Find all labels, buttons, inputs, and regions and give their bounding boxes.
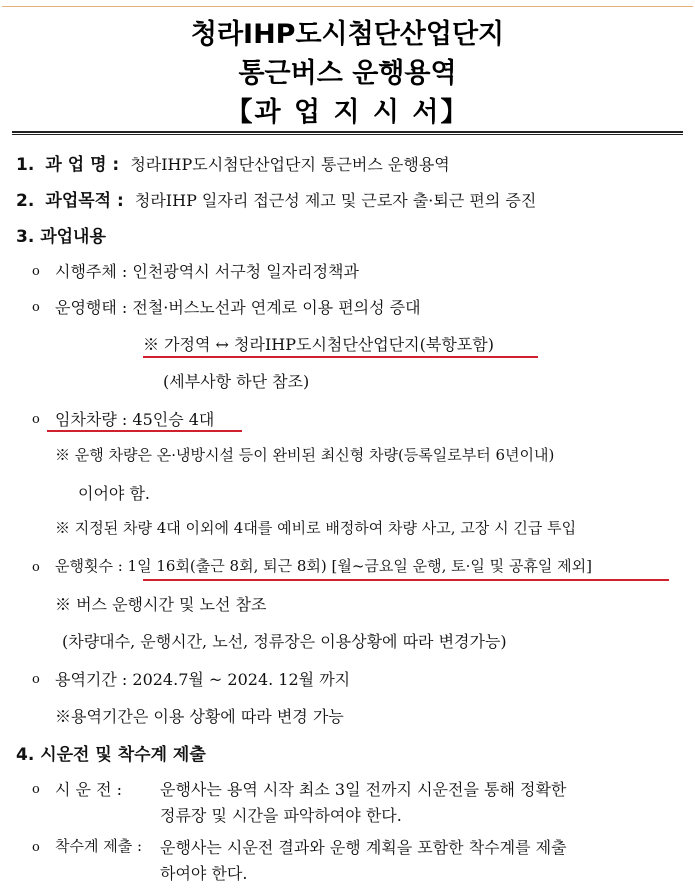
- section-2: [16, 186, 536, 211]
- title-divider: [12, 131, 683, 133]
- bullet-icon: ο: [32, 672, 40, 687]
- title-line-1: 청라IHP도시첨단산업단지: [190, 19, 505, 50]
- trial-text-1: 운행사는 용역 시작 최소 3일 전까지 시운전을 통해 정확한: [160, 780, 567, 799]
- section-2-value: 청라IHP 일자리 접근성 제고 및 근로자 출·퇴근 편의 증진: [134, 191, 537, 210]
- route-underline: [143, 356, 538, 358]
- trips-note-1: ※ 버스 운행시간 및 노선 참조: [55, 595, 267, 614]
- section-2-label: 과업목적 :: [45, 191, 124, 211]
- route-note: ※ 가정역 ↔ 청라IHP도시첨단산업단지(북항포함): [143, 335, 494, 354]
- trial-text-2: 정류장 및 시간을 파악하여야 한다.: [160, 806, 402, 825]
- bullet-icon: ο: [32, 782, 40, 797]
- vehicles-note-1: ※ 운행 차량은 온·냉방시설 등이 완비된 최신형 차량(등록일로부터 6년이내): [55, 446, 555, 464]
- item-mode: 운영행태 : 전철·버스노선과 연계로 이용 편의성 증대: [55, 298, 421, 317]
- bullet-icon: ο: [32, 840, 40, 855]
- item-operator: 시행주체 : 인천광역시 서구청 일자리정책과: [55, 262, 359, 281]
- bullet-icon: ο: [32, 300, 40, 315]
- section-1-number: 1.: [16, 155, 35, 175]
- title-line-3: 【과 업 지 시 서】: [225, 97, 470, 128]
- bullet-icon: ο: [32, 264, 40, 279]
- section-1-label: 과 업 명 :: [45, 155, 120, 175]
- section-1: [16, 150, 450, 175]
- item-period: 용역기간 : 2024.7월 ~ 2024. 12월 까지: [55, 670, 351, 689]
- item-trips: 운행횟수 : 1일 16회(출근 8회, 퇴근 8회) [월~금요일 운행, 토·일 및 공휴일 제외]: [55, 557, 593, 575]
- vehicles-underline: [47, 430, 242, 432]
- route-sub: (세부사항 하단 참조): [163, 372, 310, 391]
- trips-underline: [143, 579, 669, 581]
- start-text-2: 하여야 한다.: [160, 864, 248, 883]
- bullet-icon: ο: [32, 560, 40, 575]
- item-vehicles: 임차차량 : 45인승 4대: [55, 410, 215, 429]
- title-line-2: 통근버스 운행용역: [238, 58, 457, 89]
- top-rule: [2, 6, 693, 7]
- bullet-icon: ο: [32, 412, 40, 427]
- vehicles-note-1b: 이어야 함.: [78, 484, 150, 503]
- period-note: ※용역기간은 이용 상황에 따라 변경 가능: [55, 707, 344, 726]
- section-2-number: 2.: [16, 191, 35, 211]
- vehicles-note-2: ※ 지정된 차량 4대 이외에 4대를 예비로 배정하여 차량 사고, 고장 시 긴급 투입: [55, 519, 577, 537]
- section-1-value: 청라IHP도시첨단산업단지 통근버스 운행용역: [130, 155, 450, 174]
- trial-label: 시 운 전 :: [55, 780, 123, 799]
- start-label: 착수계 제출 :: [55, 837, 143, 855]
- section-3-heading: 3. 과업내용: [16, 227, 106, 247]
- start-text-1: 운행사는 시운전 결과와 운행 계획을 포함한 착수계를 제출: [160, 838, 567, 857]
- trips-note-2: (차량대수, 운행시간, 노선, 정류장은 이용상황에 따라 변경가능): [62, 632, 507, 651]
- title-divider-thin: [12, 134, 683, 135]
- section-4-heading: 4. 시운전 및 착수계 제출: [16, 745, 206, 765]
